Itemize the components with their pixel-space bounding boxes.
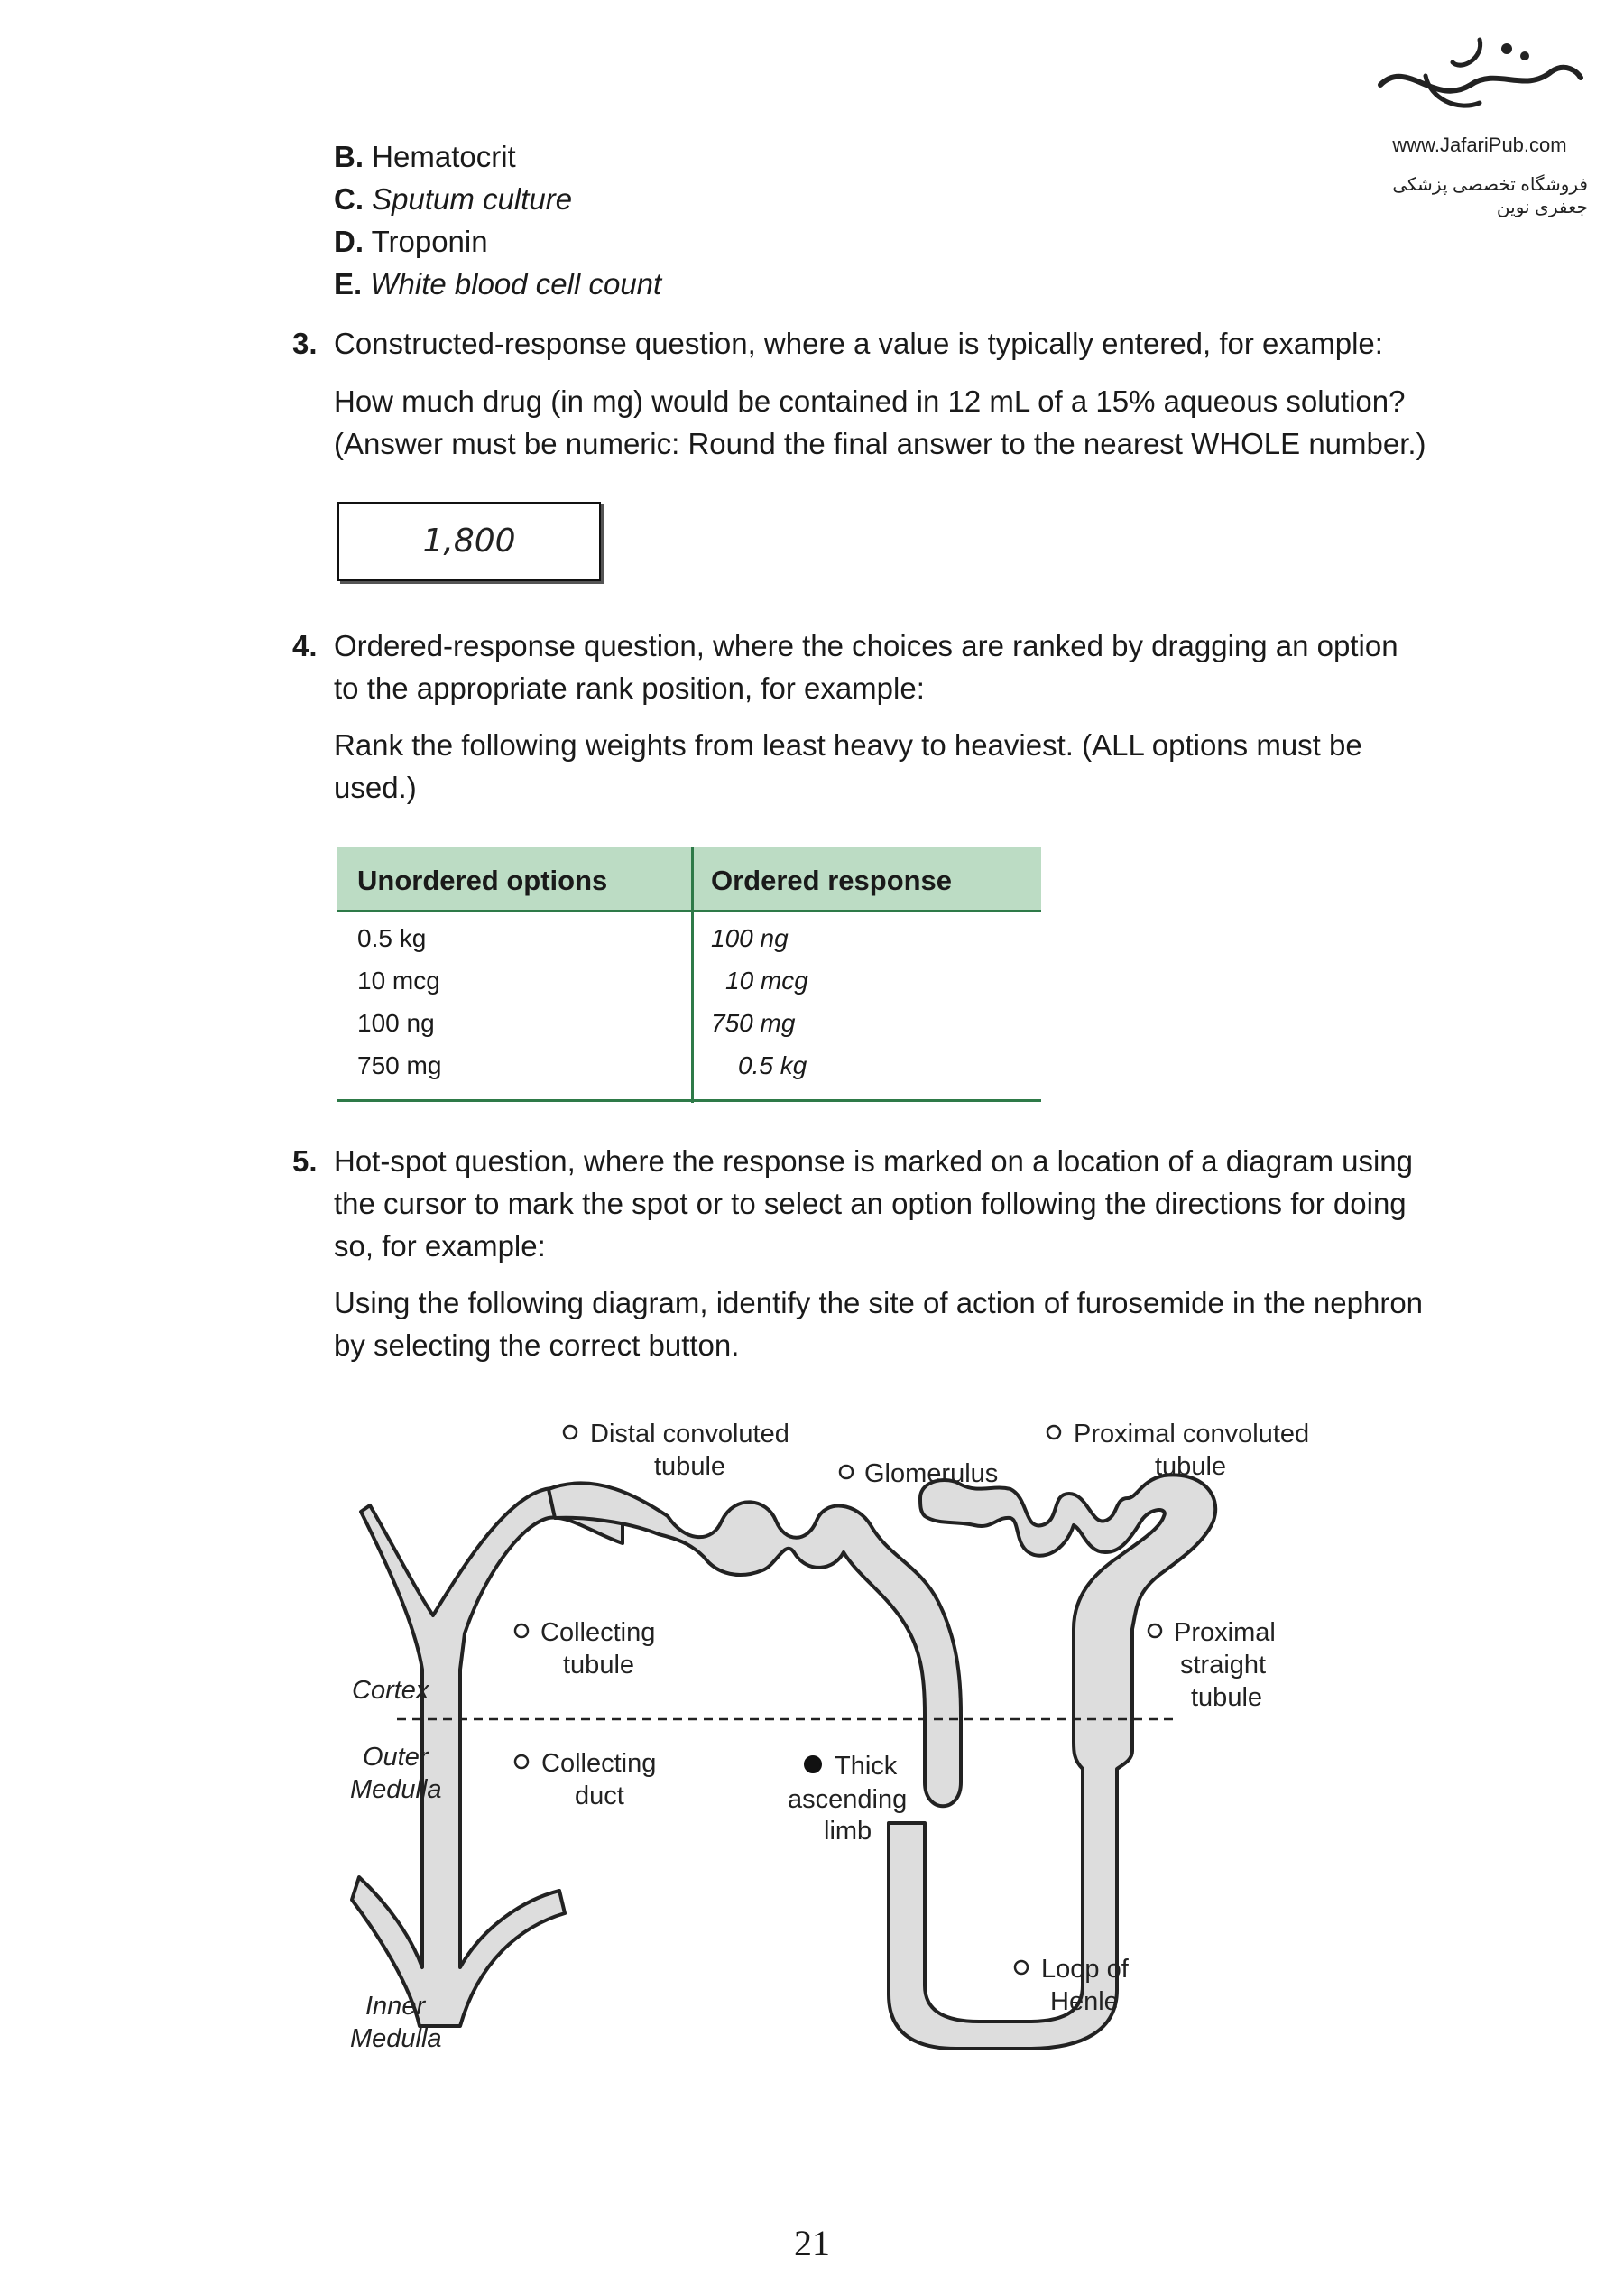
zone-label-inner: Inner bbox=[365, 1992, 426, 2021]
svg-text:tubule: tubule bbox=[563, 1651, 635, 1680]
unordered-option[interactable]: 100 ng bbox=[357, 1009, 435, 1037]
nephron-diagram bbox=[325, 1408, 1371, 2080]
radio-button-icon[interactable] bbox=[1015, 1961, 1028, 1974]
hotspot-collecting-tubule[interactable] bbox=[515, 1618, 655, 1680]
radio-button-icon[interactable] bbox=[564, 1426, 577, 1439]
unordered-option[interactable]: 10 mcg bbox=[357, 967, 440, 995]
q5-prompt-line1: Using the following diagram, identify the site of action of furosemide in the nephron bbox=[334, 1286, 1424, 1319]
svg-text:limb: limb bbox=[824, 1817, 872, 1846]
publisher-url: www.JafariPub.com bbox=[1392, 134, 1567, 156]
publisher-subtitle: فروشگاه تخصصی پزشکی جعفری نوین bbox=[1392, 175, 1588, 217]
ordered-response-item[interactable]: 100 ng bbox=[711, 924, 789, 952]
publisher-logo bbox=[1335, 22, 1606, 217]
svg-text:Collecting: Collecting bbox=[541, 1749, 657, 1778]
svg-text:tubule: tubule bbox=[1191, 1683, 1263, 1712]
svg-text:Collecting: Collecting bbox=[540, 1618, 656, 1647]
unordered-option[interactable]: 750 mg bbox=[357, 1051, 442, 1079]
header-unordered: Unordered options bbox=[357, 865, 608, 896]
zone-label-cortex: Cortex bbox=[352, 1676, 429, 1705]
q5-intro-line2: the cursor to mark the spot or to select an option following the directions for doing bbox=[334, 1187, 1407, 1220]
q4-prompt-line1: Rank the following weights from least heavy to heaviest. (ALL options must be bbox=[334, 728, 1362, 762]
zone-label-inner-medulla: Medulla bbox=[350, 2024, 442, 2053]
svg-text:Glomerulus: Glomerulus bbox=[864, 1459, 999, 1488]
ordered-response-item[interactable]: 750 mg bbox=[711, 1009, 796, 1037]
radio-button-icon[interactable] bbox=[1047, 1426, 1060, 1439]
zone-label-outer-medulla: Medulla bbox=[350, 1775, 442, 1804]
radio-button-selected-icon[interactable] bbox=[805, 1756, 821, 1772]
svg-text:Loop of: Loop of bbox=[1041, 1955, 1129, 1984]
q4-prompt-line2: used.) bbox=[334, 771, 417, 804]
svg-text:Distal convoluted: Distal convoluted bbox=[590, 1420, 789, 1448]
q3-number: 3. bbox=[292, 327, 318, 360]
ordered-response-item[interactable]: 10 mcg bbox=[725, 967, 808, 995]
q3-intro: Constructed-response question, where a value is typically entered, for example: bbox=[334, 327, 1383, 360]
header-ordered: Ordered response bbox=[711, 865, 953, 896]
ranking-table bbox=[337, 847, 1041, 1103]
q3-prompt-line1: How much drug (in mg) would be contained in 12 mL of a 15% aqueous solution? bbox=[334, 384, 1406, 418]
option-b: B. Hematocrit bbox=[334, 140, 516, 173]
unordered-option[interactable]: 0.5 kg bbox=[357, 924, 427, 952]
q5-prompt-line2: by selecting the correct button. bbox=[334, 1328, 740, 1362]
hotspot-proximal-straight-tubule[interactable] bbox=[1149, 1618, 1276, 1712]
radio-button-icon[interactable] bbox=[515, 1624, 528, 1637]
hotspot-glomerulus[interactable] bbox=[840, 1459, 998, 1488]
radio-button-icon[interactable] bbox=[1149, 1624, 1161, 1637]
svg-text:tubule: tubule bbox=[1155, 1452, 1227, 1481]
svg-text:ascending: ascending bbox=[788, 1785, 908, 1814]
ordered-response-item[interactable]: 0.5 kg bbox=[738, 1051, 807, 1079]
q4-number: 4. bbox=[292, 629, 318, 662]
q5-intro-line1: Hot-spot question, where the response is marked on a location of a diagram using bbox=[334, 1144, 1414, 1178]
q5-number: 5. bbox=[292, 1144, 318, 1178]
svg-text:tubule: tubule bbox=[654, 1452, 726, 1481]
svg-text:straight: straight bbox=[1180, 1651, 1267, 1680]
hotspot-collecting-duct[interactable] bbox=[515, 1749, 656, 1810]
option-d: D. Troponin bbox=[334, 225, 488, 258]
radio-button-icon[interactable] bbox=[515, 1755, 528, 1768]
zone-label-outer: Outer bbox=[363, 1743, 429, 1772]
svg-text:duct: duct bbox=[575, 1781, 624, 1810]
svg-text:Thick: Thick bbox=[835, 1752, 898, 1781]
hotspot-distal-convoluted-tubule[interactable] bbox=[564, 1420, 789, 1481]
radio-button-icon[interactable] bbox=[840, 1466, 853, 1478]
q3-prompt-line2: (Answer must be numeric: Round the final answer to the nearest WHOLE number.) bbox=[334, 427, 1426, 460]
svg-text:Proximal convoluted: Proximal convoluted bbox=[1074, 1420, 1310, 1448]
page-number: 21 bbox=[794, 2223, 830, 2263]
calligraphy-logo-icon bbox=[1371, 22, 1588, 130]
q3-answer-field[interactable]: 1,800 bbox=[337, 502, 601, 581]
option-e: E. White blood cell count bbox=[334, 267, 662, 301]
option-c: C. Sputum culture bbox=[334, 182, 573, 216]
q4-intro-line2: to the appropriate rank position, for example: bbox=[334, 671, 925, 705]
q4-intro-line1: Ordered-response question, where the choices are ranked by dragging an option bbox=[334, 629, 1398, 662]
hotspot-proximal-convoluted-tubule[interactable] bbox=[1047, 1420, 1309, 1481]
svg-text:Proximal: Proximal bbox=[1174, 1618, 1276, 1647]
q5-intro-line3: so, for example: bbox=[334, 1229, 546, 1263]
svg-text:Henle: Henle bbox=[1050, 1987, 1119, 2016]
